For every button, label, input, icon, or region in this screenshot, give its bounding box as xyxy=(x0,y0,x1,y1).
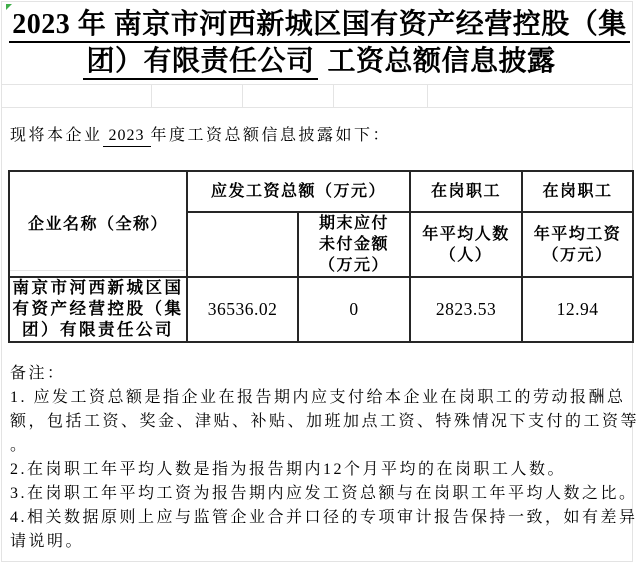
header-unpaid-line-2: 未付金额 xyxy=(319,236,390,253)
notes-label: 备注： xyxy=(10,365,66,382)
title-line-2 xyxy=(0,43,639,80)
intro-year-underlined: 2023 xyxy=(103,126,151,147)
header-avg-headcount-line-2: （人） xyxy=(439,246,493,264)
faint-gridline-v3 xyxy=(333,84,334,107)
page-title xyxy=(0,6,639,80)
salary-disclosure-table xyxy=(8,170,634,343)
header-gross-salary-group: 应发工资总额（万元） xyxy=(187,171,410,212)
header-staff-left: 在岗职工 xyxy=(410,171,522,212)
faint-gridline-v1 xyxy=(151,84,152,107)
note-line-4: 2.在岗职工年平均人数是指为报告期内12个月平均的在岗职工人数。 xyxy=(10,461,567,478)
cell-avg-headcount: 2823.53 xyxy=(410,277,522,342)
note-line-2: 额，包括工资、奖金、津贴、补贴、加班加点工资、特殊情况下支付的工资等 xyxy=(10,413,639,430)
header-avg-salary-line-1: 年平均工资 xyxy=(533,225,622,243)
company-name-line-3: 团）有限责任公司 xyxy=(22,321,174,339)
intro-prefix: 现将本企业 xyxy=(10,127,103,144)
header-unpaid-line-3: （万元） xyxy=(319,257,390,274)
faint-gridline-v4 xyxy=(427,84,428,107)
notes-section xyxy=(10,362,639,554)
header-unpaid-amount xyxy=(298,212,410,277)
intro-line xyxy=(10,126,391,147)
title-line-2-underlined: 团）有限责任公司 xyxy=(83,46,317,80)
header-avg-salary xyxy=(522,212,633,277)
note-line-6: 4.相关数据原则上应与监管企业合并口径的专项审计报告保持一致，如有差异 xyxy=(10,509,638,526)
header-avg-headcount-line-1: 年平均人数 xyxy=(422,225,510,243)
header-unpaid-line-1: 期末应付 xyxy=(319,215,390,232)
faint-gridline-h-bottom xyxy=(2,107,633,108)
cell-gross-salary: 36536.02 xyxy=(187,277,298,342)
title-line-2-rest: 工资总额信息披露 xyxy=(327,46,556,77)
company-name-line-1: 南京市河西新城区国 xyxy=(12,279,184,297)
header-avg-salary-line-2: （万元） xyxy=(542,246,613,264)
header-staff-right: 在岗职工 xyxy=(522,171,633,212)
cell-avg-salary: 12.94 xyxy=(522,277,633,342)
note-line-5: 3.在岗职工年平均工资为报告期内应发工资总额与在岗职工年平均人数之比。 xyxy=(10,485,638,502)
cell-company-name xyxy=(9,277,187,342)
intro-suffix: 年度工资总额信息披露如下： xyxy=(150,127,392,144)
header-row-1 xyxy=(9,171,633,212)
company-name-line-2: 有资产经营控股（集 xyxy=(12,300,184,318)
note-line-1: 1. 应发工资总额是指企业在报告期内应支付给本企业在岗职工的劳动报酬总 xyxy=(10,389,626,406)
title-line-1-underlined: 2023 年 南京市河西新城区国有资产经营控股（集 xyxy=(9,9,630,43)
cell-unpaid-amount: 0 xyxy=(298,277,410,342)
faint-gridline-h-top xyxy=(2,84,633,85)
faint-gridline-v2 xyxy=(242,84,243,107)
note-line-3: 。 xyxy=(10,437,29,454)
title-line-1 xyxy=(0,6,639,43)
header-company-name: 企业名称（全称） xyxy=(9,171,187,277)
note-line-7: 请说明。 xyxy=(10,533,85,550)
header-avg-headcount xyxy=(410,212,522,277)
data-row xyxy=(9,277,633,342)
header-gross-salary-empty-sub xyxy=(187,212,298,277)
